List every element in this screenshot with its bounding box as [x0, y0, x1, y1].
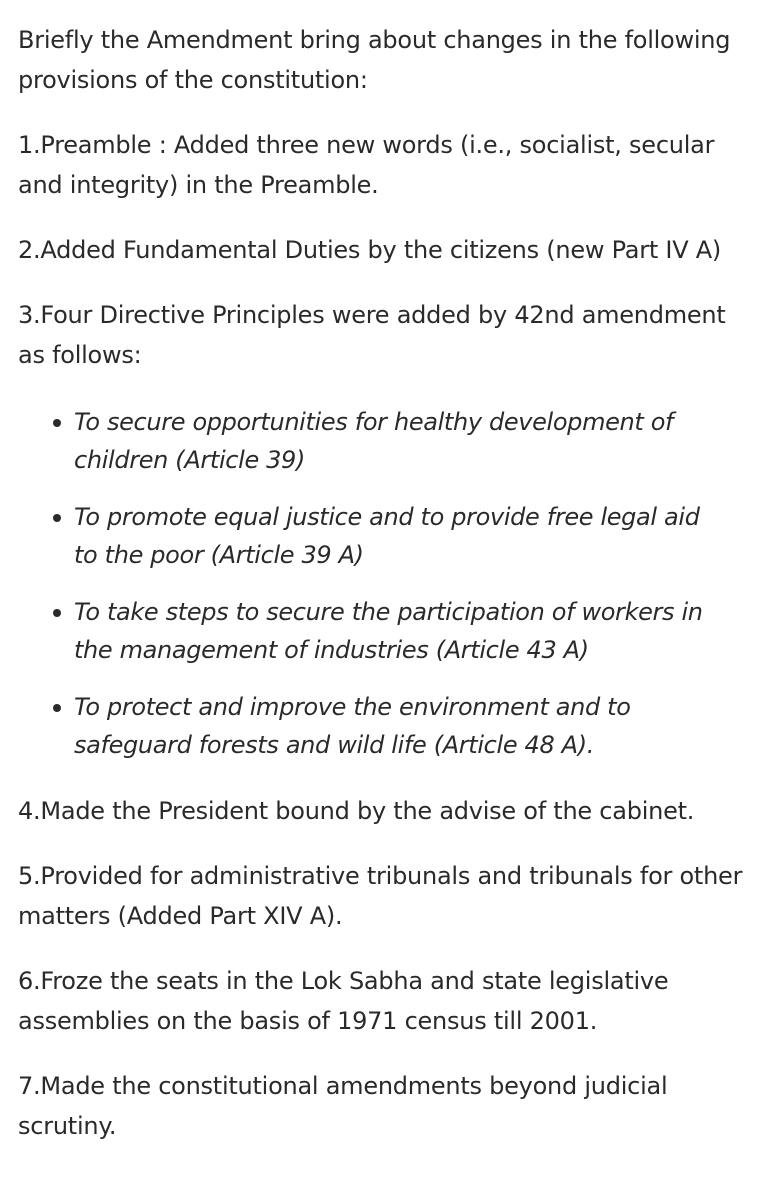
list-item-text: To take steps to secure the participation of workers in the management of industries (Article 43 A) — [74, 598, 703, 664]
point-preamble: 1.Preamble : Added three new words (i.e., socialist, secular and integrity) in the Preamble. — [18, 131, 715, 199]
point-fundamental-duties: 2.Added Fundamental Duties by the citizens (new Part IV A) — [18, 236, 722, 264]
list-item — [74, 688, 724, 764]
point-president-bound: 4.Made the President bound by the advise of the cabinet. — [18, 797, 695, 825]
list-item-text: To protect and improve the environment and to safeguard forests and wild life (Article 48 A). — [74, 693, 631, 759]
point-tribunals: 5.Provided for administrative tribunals and tribunals for other matters (Added Part XIV A). — [18, 862, 743, 930]
intro-paragraph: Briefly the Amendment bring about changes in the following provisions of the constitution: — [18, 26, 731, 94]
bullet-icon — [53, 609, 61, 617]
list-item — [74, 593, 724, 669]
point-froze-seats: 6.Froze the seats in the Lok Sabha and state legislative assemblies on the basis of 1971 census till 2001. — [18, 967, 669, 1035]
point-judicial-scrutiny: 7.Made the constitutional amendments beyond judicial scrutiny. — [18, 1072, 668, 1140]
document-body — [18, 20, 748, 1146]
bullet-icon — [53, 419, 61, 427]
point-directive-principles: 3.Four Directive Principles were added by 42nd amendment as follows: — [18, 301, 726, 369]
bullet-icon — [53, 514, 61, 522]
bullet-icon — [53, 704, 61, 712]
list-item-text: To secure opportunities for healthy development of children (Article 39) — [74, 408, 674, 474]
list-item-text: To promote equal justice and to provide free legal aid to the poor (Article 39 A) — [74, 503, 700, 569]
list-item — [74, 498, 724, 574]
list-item — [74, 403, 724, 479]
directive-principles-list — [18, 403, 724, 764]
